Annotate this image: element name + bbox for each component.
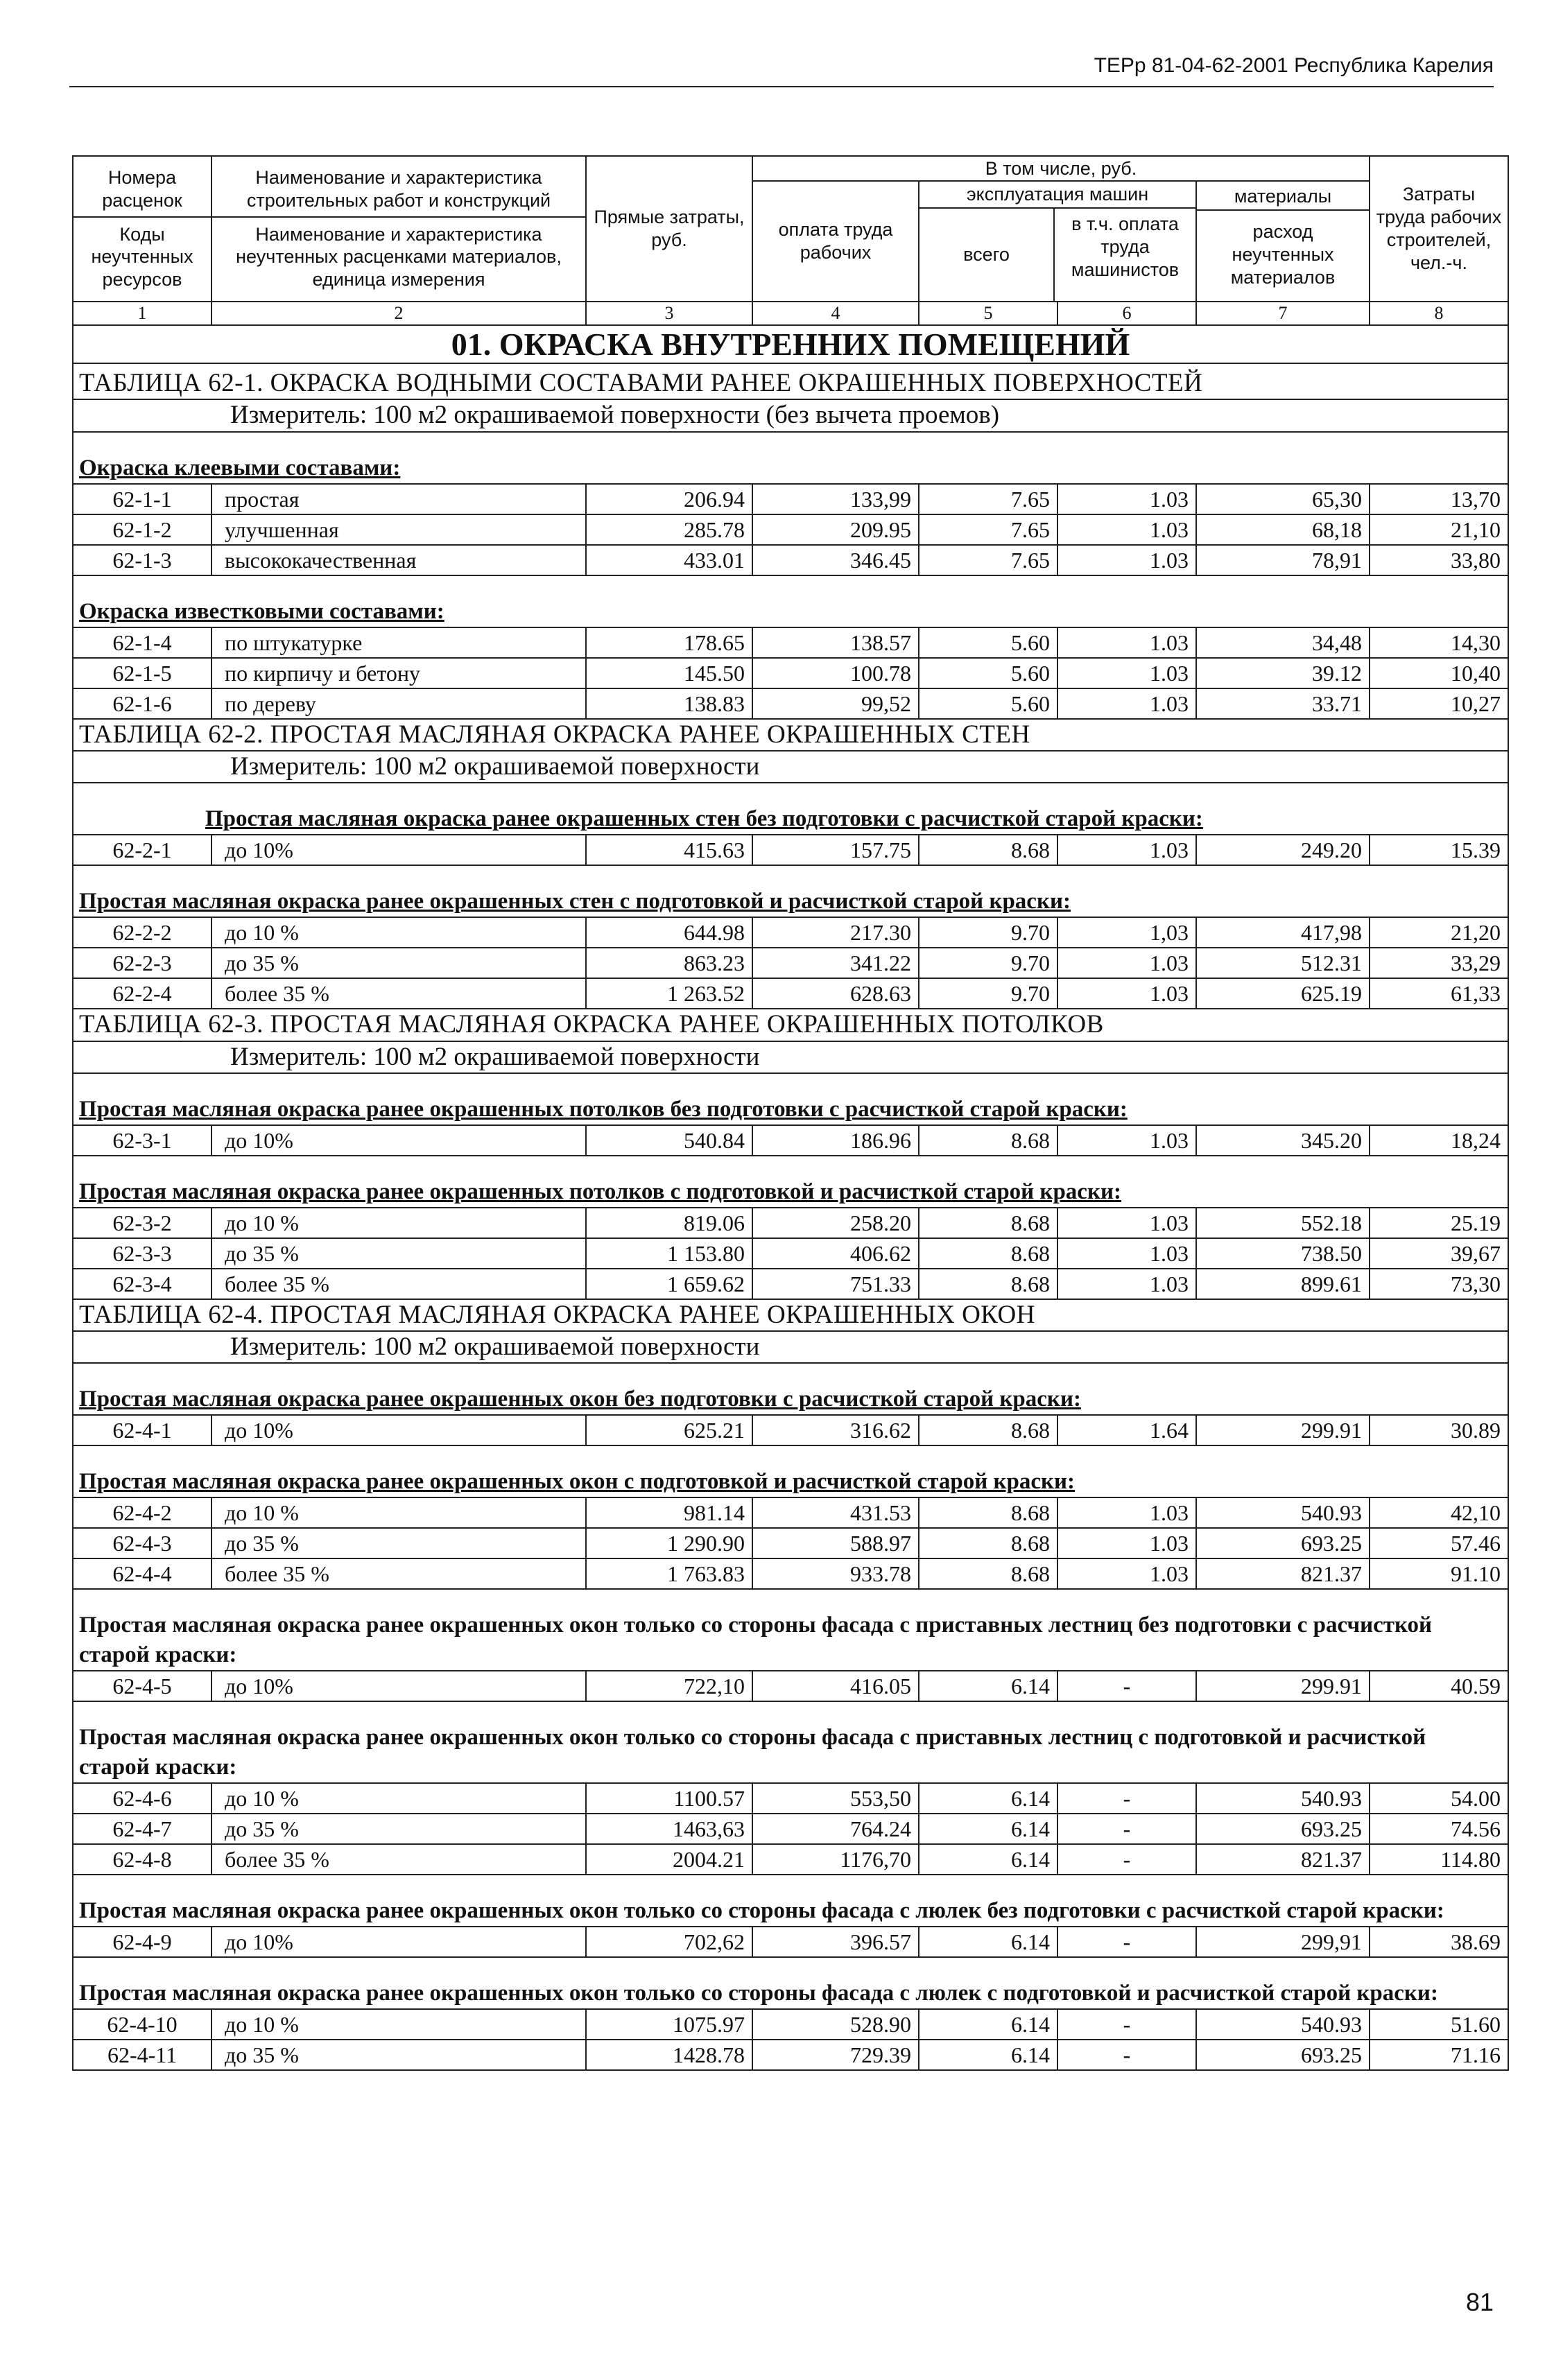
cell-wages: 528.90: [752, 2009, 919, 2040]
cell-direct-costs: 1 763.83: [586, 1558, 752, 1589]
cell-materials-consumption: 299.91: [1196, 1415, 1370, 1445]
col-header-total: всего: [919, 209, 1055, 301]
cell-machines-total: 6.14: [919, 1671, 1057, 1701]
cell-materials-consumption: 693.25: [1196, 1528, 1370, 1558]
cell-rate-code: 62-1-3: [73, 545, 211, 575]
cell-direct-costs: 1075.97: [586, 2009, 752, 2040]
cell-direct-costs: 2004.21: [586, 1844, 752, 1875]
cell-machines-total: 6.14: [919, 1783, 1057, 1814]
cell-labor-hours: 21,20: [1370, 917, 1508, 948]
cell-operator-wages: -: [1057, 2040, 1196, 2070]
cell-work-name: до 35 %: [211, 1528, 586, 1558]
table-62-2-meter-text: Измеритель: 100 м2 окрашиваемой поверхности: [230, 752, 760, 781]
cell-work-name: до 10%: [211, 1671, 586, 1701]
cell-materials-consumption: 821.37: [1196, 1558, 1370, 1589]
cell-work-name: до 10%: [211, 835, 586, 865]
cell-operator-wages: 1.03: [1057, 514, 1196, 545]
cell-direct-costs: 206.94: [586, 484, 752, 514]
cell-wages: 258.20: [752, 1208, 919, 1238]
cell-work-name: по штукатурке: [211, 627, 586, 658]
cell-materials-consumption: 299.91: [1196, 1671, 1370, 1701]
cell-direct-costs: 145.50: [586, 658, 752, 688]
cell-direct-costs: 1100.57: [586, 1783, 752, 1814]
table-row: [73, 1844, 1508, 1875]
cell-wages: 100.78: [752, 658, 919, 688]
cell-materials-consumption: 738.50: [1196, 1238, 1370, 1269]
col-num-5: 5: [919, 302, 1057, 325]
cell-materials-consumption: 625.19: [1196, 978, 1370, 1009]
cell-work-name: до 10 %: [211, 1208, 586, 1238]
col-header-including: В том числе, руб.: [752, 156, 1370, 181]
cell-materials-consumption: 540.93: [1196, 1497, 1370, 1528]
cell-materials-consumption: 34,48: [1196, 627, 1370, 658]
page-number: 81: [1465, 2288, 1494, 2316]
cell-direct-costs: 1428.78: [586, 2040, 752, 2070]
cell-materials-consumption: 65,30: [1196, 484, 1370, 514]
cell-rate-code: 62-4-5: [73, 1671, 211, 1701]
cell-rate-code: 62-4-4: [73, 1558, 211, 1589]
cell-machines-total: 6.14: [919, 1844, 1057, 1875]
cell-operator-wages: -: [1057, 1783, 1196, 1814]
cell-machines-total: 9.70: [919, 917, 1057, 948]
cell-materials-consumption: 552.18: [1196, 1208, 1370, 1238]
cell-rate-code: 62-1-2: [73, 514, 211, 545]
cell-machines-total: 5.60: [919, 627, 1057, 658]
cell-work-name: более 35 %: [211, 1558, 586, 1589]
cell-wages: 1176,70: [752, 1844, 919, 1875]
cell-labor-hours: 38.69: [1370, 1927, 1508, 1957]
table-row: [73, 1269, 1508, 1299]
group-heading-text: Простая масляная окраска ранее окрашенных потолков с подготовкой и расчисткой старой краски:: [79, 1179, 1121, 1204]
cell-labor-hours: 51.60: [1370, 2009, 1508, 2040]
cell-operator-wages: 1.03: [1057, 1528, 1196, 1558]
table-62-2-meter: [73, 751, 1508, 783]
table-row: [73, 917, 1508, 948]
cell-wages: 133,99: [752, 484, 919, 514]
col-num-8: 8: [1370, 302, 1508, 325]
cell-materials-consumption: 540.93: [1196, 2009, 1370, 2040]
table-row: [73, 1528, 1508, 1558]
cell-wages: 186.96: [752, 1125, 919, 1156]
cell-wages: 588.97: [752, 1528, 919, 1558]
cell-wages: 316.62: [752, 1415, 919, 1445]
col-header-rate-numbers: Номера расценок: [74, 166, 211, 218]
table-row: [73, 1671, 1508, 1701]
cell-labor-hours: 71.16: [1370, 2040, 1508, 2070]
table-row: [73, 688, 1508, 719]
table-62-1-meter: [73, 399, 1508, 431]
cell-work-name: до 10%: [211, 1927, 586, 1957]
cell-rate-code: 62-1-5: [73, 658, 211, 688]
cell-rate-code: 62-1-6: [73, 688, 211, 719]
cell-machines-total: 8.68: [919, 1497, 1057, 1528]
cell-wages: 341.22: [752, 948, 919, 978]
cell-work-name: более 35 %: [211, 1269, 586, 1299]
cell-labor-hours: 40.59: [1370, 1671, 1508, 1701]
col-header-resource-codes: Коды неучтенных ресурсов: [91, 223, 193, 290]
cell-labor-hours: 54.00: [1370, 1783, 1508, 1814]
cell-direct-costs: 433.01: [586, 545, 752, 575]
col-header-operator-wages: в т.ч. оплата труда машинистов: [1071, 214, 1180, 280]
table-row: [73, 1497, 1508, 1528]
col-header-materials: материалы: [1197, 184, 1369, 211]
cell-wages: 396.57: [752, 1927, 919, 1957]
cell-materials-consumption: 299,91: [1196, 1927, 1370, 1957]
cell-materials-consumption: 693.25: [1196, 2040, 1370, 2070]
cell-work-name: до 10 %: [211, 2009, 586, 2040]
group-heading-text: Простая масляная окраска ранее окрашенных окон только со стороны фасада с люлек без подготовки с расчисткой старой краски:: [79, 1897, 1444, 1923]
table-row: [73, 948, 1508, 978]
price-table: [72, 155, 1509, 2071]
table-62-3-meter-text: Измеритель: 100 м2 окрашиваемой поверхности: [230, 1042, 760, 1071]
col-num-6: 6: [1057, 302, 1196, 325]
cell-labor-hours: 14,30: [1370, 627, 1508, 658]
col-header-codes: [73, 156, 211, 302]
cell-direct-costs: 644.98: [586, 917, 752, 948]
header-rule: [69, 86, 1494, 87]
cell-direct-costs: 625.21: [586, 1415, 752, 1445]
cell-direct-costs: 1 290.90: [586, 1528, 752, 1558]
col-header-materials-group: [1196, 181, 1370, 302]
table-row: [73, 514, 1508, 545]
cell-direct-costs: 702,62: [586, 1927, 752, 1957]
cell-rate-code: 62-4-11: [73, 2040, 211, 2070]
cell-operator-wages: 1.03: [1057, 627, 1196, 658]
cell-labor-hours: 42,10: [1370, 1497, 1508, 1528]
table-row: [73, 1814, 1508, 1844]
cell-operator-wages: 1.03: [1057, 1497, 1196, 1528]
cell-rate-code: 62-2-1: [73, 835, 211, 865]
cell-direct-costs: 415.63: [586, 835, 752, 865]
cell-rate-code: 62-4-6: [73, 1783, 211, 1814]
cell-work-name: до 10 %: [211, 917, 586, 948]
cell-machines-total: 6.14: [919, 1927, 1057, 1957]
cell-operator-wages: 1,03: [1057, 917, 1196, 948]
table-row: [73, 1415, 1508, 1445]
table-62-3-meter: [73, 1041, 1508, 1073]
cell-machines-total: 7.65: [919, 545, 1057, 575]
col-num-2: 2: [211, 302, 586, 325]
cell-wages: 729.39: [752, 2040, 919, 2070]
col-header-machines-sub: [919, 209, 1195, 301]
cell-direct-costs: 138.83: [586, 688, 752, 719]
table-row: [73, 835, 1508, 865]
cell-wages: 431.53: [752, 1497, 919, 1528]
cell-machines-total: 8.68: [919, 835, 1057, 865]
table-row: [73, 2040, 1508, 2070]
cell-machines-total: 8.68: [919, 1238, 1057, 1269]
table-row: [73, 484, 1508, 514]
cell-materials-consumption: 345.20: [1196, 1125, 1370, 1156]
col-header-machines: эксплуатация машин: [919, 182, 1195, 209]
cell-operator-wages: 1.03: [1057, 688, 1196, 719]
cell-work-name: по кирпичу и бетону: [211, 658, 586, 688]
group-heading: [73, 1957, 1508, 2009]
cell-wages: 346.45: [752, 545, 919, 575]
cell-operator-wages: -: [1057, 1671, 1196, 1701]
group-heading: [73, 865, 1508, 917]
col-header-material-name: Наименование и характеристика неучтенных расценками материалов, единица измерения: [236, 223, 562, 290]
cell-wages: 406.62: [752, 1238, 919, 1269]
cell-rate-code: 62-3-1: [73, 1125, 211, 1156]
cell-operator-wages: 1.03: [1057, 1238, 1196, 1269]
cell-rate-code: 62-4-9: [73, 1927, 211, 1957]
cell-machines-total: 5.60: [919, 688, 1057, 719]
col-header-direct-costs: Прямые затраты, руб.: [586, 156, 752, 302]
cell-rate-code: 62-3-4: [73, 1269, 211, 1299]
group-heading: [73, 1073, 1508, 1125]
group-heading-text: Окраска клеевыми составами:: [79, 455, 401, 480]
cell-rate-code: 62-4-2: [73, 1497, 211, 1528]
group-heading: [73, 1156, 1508, 1208]
cell-wages: 416.05: [752, 1671, 919, 1701]
group-heading: [73, 575, 1508, 627]
col-num-3: 3: [586, 302, 752, 325]
cell-labor-hours: 73,30: [1370, 1269, 1508, 1299]
table-62-4-meter-text: Измеритель: 100 м2 окрашиваемой поверхности: [230, 1332, 760, 1362]
cell-work-name: до 35 %: [211, 1814, 586, 1844]
cell-work-name: высококачественная: [211, 545, 586, 575]
col-header-labor-hours: Затраты труда рабочих строителей, чел.-ч.: [1370, 156, 1508, 302]
table-row: [73, 1208, 1508, 1238]
col-header-wages: оплата труда рабочих: [752, 181, 919, 302]
table-row: [73, 545, 1508, 575]
cell-labor-hours: 114.80: [1370, 1844, 1508, 1875]
cell-materials-consumption: 78,91: [1196, 545, 1370, 575]
cell-work-name: до 35 %: [211, 948, 586, 978]
cell-operator-wages: 1.03: [1057, 545, 1196, 575]
cell-materials-consumption: 249.20: [1196, 835, 1370, 865]
cell-wages: 751.33: [752, 1269, 919, 1299]
table-row: [73, 658, 1508, 688]
cell-wages: 138.57: [752, 627, 919, 658]
cell-operator-wages: 1.03: [1057, 1269, 1196, 1299]
cell-materials-consumption: 512.31: [1196, 948, 1370, 978]
cell-work-name: до 10 %: [211, 1783, 586, 1814]
cell-wages: 764.24: [752, 1814, 919, 1844]
cell-operator-wages: -: [1057, 1927, 1196, 1957]
group-heading: [73, 1875, 1508, 1927]
cell-labor-hours: 61,33: [1370, 978, 1508, 1009]
table-row: [73, 1238, 1508, 1269]
table-62-4-title: ТАБЛИЦА 62-4. ПРОСТАЯ МАСЛЯНАЯ ОКРАСКА РАНЕЕ ОКРАШЕННЫХ ОКОН: [73, 1299, 1508, 1331]
cell-work-name: до 10%: [211, 1125, 586, 1156]
cell-direct-costs: 981.14: [586, 1497, 752, 1528]
group-heading: [73, 783, 1508, 835]
cell-rate-code: 62-2-3: [73, 948, 211, 978]
cell-machines-total: 8.68: [919, 1269, 1057, 1299]
cell-work-name: до 35 %: [211, 1238, 586, 1269]
cell-operator-wages: 1.03: [1057, 658, 1196, 688]
cell-direct-costs: 1 659.62: [586, 1269, 752, 1299]
col-num-1: 1: [73, 302, 211, 325]
cell-work-name: до 10 %: [211, 1497, 586, 1528]
group-heading-text: Простая масляная окраска ранее окрашенных окон только со стороны фасада с приставных лестниц с подготовкой и расчисткой старой краски:: [79, 1725, 1426, 1780]
cell-rate-code: 62-3-2: [73, 1208, 211, 1238]
cell-materials-consumption: 899.61: [1196, 1269, 1370, 1299]
cell-rate-code: 62-2-2: [73, 917, 211, 948]
cell-operator-wages: -: [1057, 2009, 1196, 2040]
group-heading-text: Простая масляная окраска ранее окрашенных окон только со стороны фасада с люлек с подготовкой и расчисткой старой краски:: [79, 1980, 1438, 2006]
cell-direct-costs: 863.23: [586, 948, 752, 978]
cell-work-name: до 35 %: [211, 2040, 586, 2070]
group-heading-text: Простая масляная окраска ранее окрашенных потолков без подготовки с расчисткой старой краски:: [79, 1096, 1128, 1122]
cell-direct-costs: 722,10: [586, 1671, 752, 1701]
cell-wages: 99,52: [752, 688, 919, 719]
cell-machines-total: 8.68: [919, 1558, 1057, 1589]
cell-work-name: более 35 %: [211, 978, 586, 1009]
col-header-material-consumption: расход неучтенных материалов: [1230, 221, 1336, 288]
document-header-title: ТЕРр 81-04-62-2001 Республика Карелия: [1094, 54, 1494, 77]
cell-materials-consumption: 39.12: [1196, 658, 1370, 688]
cell-rate-code: 62-2-4: [73, 978, 211, 1009]
cell-labor-hours: 10,40: [1370, 658, 1508, 688]
table-row: [73, 1125, 1508, 1156]
group-heading: [73, 1701, 1508, 1783]
cell-machines-total: 8.68: [919, 1415, 1057, 1445]
table-62-4-meter: [73, 1331, 1508, 1363]
group-heading: [73, 1589, 1508, 1671]
table-row: [73, 978, 1508, 1009]
cell-labor-hours: 33,80: [1370, 545, 1508, 575]
cell-materials-consumption: 693.25: [1196, 1814, 1370, 1844]
cell-direct-costs: 819.06: [586, 1208, 752, 1238]
group-heading-text: Окраска известковыми составами:: [79, 598, 444, 624]
cell-direct-costs: 1 153.80: [586, 1238, 752, 1269]
cell-labor-hours: 74.56: [1370, 1814, 1508, 1844]
table-row: [73, 627, 1508, 658]
table-62-1-meter-text: Измеритель: 100 м2 окрашиваемой поверхности (без вычета проемов): [230, 401, 1000, 430]
cell-machines-total: 5.60: [919, 658, 1057, 688]
cell-direct-costs: 178.65: [586, 627, 752, 658]
col-header-work-name: Наименование и характеристика строительных работ и конструкций: [212, 166, 585, 218]
cell-operator-wages: 1.03: [1057, 978, 1196, 1009]
cell-operator-wages: 1.03: [1057, 484, 1196, 514]
cell-direct-costs: 285.78: [586, 514, 752, 545]
cell-operator-wages: 1.64: [1057, 1415, 1196, 1445]
cell-machines-total: 7.65: [919, 514, 1057, 545]
cell-machines-total: 6.14: [919, 2009, 1057, 2040]
cell-operator-wages: 1.03: [1057, 1558, 1196, 1589]
cell-wages: 217.30: [752, 917, 919, 948]
cell-rate-code: 62-4-3: [73, 1528, 211, 1558]
group-heading: [73, 432, 1508, 484]
table-row: [73, 1783, 1508, 1814]
group-heading-text: Простая масляная окраска ранее окрашенных стен без подготовки с расчисткой старой краски:: [205, 806, 1203, 832]
cell-operator-wages: -: [1057, 1844, 1196, 1875]
cell-rate-code: 62-1-4: [73, 627, 211, 658]
cell-wages: 628.63: [752, 978, 919, 1009]
cell-labor-hours: 30.89: [1370, 1415, 1508, 1445]
cell-work-name: простая: [211, 484, 586, 514]
cell-labor-hours: 25.19: [1370, 1208, 1508, 1238]
cell-rate-code: 62-3-3: [73, 1238, 211, 1269]
cell-direct-costs: 540.84: [586, 1125, 752, 1156]
cell-machines-total: 6.14: [919, 1814, 1057, 1844]
cell-labor-hours: 33,29: [1370, 948, 1508, 978]
cell-rate-code: 62-4-10: [73, 2009, 211, 2040]
col-num-7: 7: [1196, 302, 1370, 325]
cell-machines-total: 9.70: [919, 978, 1057, 1009]
cell-labor-hours: 18,24: [1370, 1125, 1508, 1156]
cell-materials-consumption: 540.93: [1196, 1783, 1370, 1814]
section-title: 01. ОКРАСКА ВНУТРЕННИХ ПОМЕЩЕНИЙ: [73, 325, 1508, 363]
cell-materials-consumption: 68,18: [1196, 514, 1370, 545]
cell-work-name: улучшенная: [211, 514, 586, 545]
cell-operator-wages: -: [1057, 1814, 1196, 1844]
col-header-machines-group: [919, 181, 1196, 302]
table-62-2-title: ТАБЛИЦА 62-2. ПРОСТАЯ МАСЛЯНАЯ ОКРАСКА РАНЕЕ ОКРАШЕННЫХ СТЕН: [73, 719, 1508, 751]
cell-labor-hours: 13,70: [1370, 484, 1508, 514]
cell-wages: 933.78: [752, 1558, 919, 1589]
group-heading: [73, 1445, 1508, 1497]
table-row: [73, 1927, 1508, 1957]
cell-rate-code: 62-4-1: [73, 1415, 211, 1445]
cell-rate-code: 62-1-1: [73, 484, 211, 514]
cell-machines-total: 8.68: [919, 1125, 1057, 1156]
cell-rate-code: 62-4-8: [73, 1844, 211, 1875]
table-row: [73, 2009, 1508, 2040]
group-heading-text: Простая масляная окраска ранее окрашенных окон только со стороны фасада с приставных лестниц без подготовки с расчисткой старой краски:: [79, 1613, 1433, 1668]
cell-direct-costs: 1463,63: [586, 1814, 752, 1844]
group-heading-text: Простая масляная окраска ранее окрашенных окон с подготовкой и расчисткой старой краски:: [79, 1469, 1076, 1495]
cell-wages: 157.75: [752, 835, 919, 865]
table-62-1-title: ТАБЛИЦА 62-1. ОКРАСКА ВОДНЫМИ СОСТАВАМИ РАНЕЕ ОКРАШЕННЫХ ПОВЕРХНОСТЕЙ: [73, 363, 1508, 399]
group-heading-text: Простая масляная окраска ранее окрашенных стен с подготовкой и расчисткой старой краски:: [79, 889, 1071, 914]
cell-work-name: до 10%: [211, 1415, 586, 1445]
group-heading-text: Простая масляная окраска ранее окрашенных окон без подготовки с расчисткой старой краски:: [79, 1387, 1081, 1412]
cell-materials-consumption: 417,98: [1196, 917, 1370, 948]
col-header-names: [211, 156, 586, 302]
cell-machines-total: 6.14: [919, 2040, 1057, 2070]
cell-machines-total: 8.68: [919, 1208, 1057, 1238]
cell-materials-consumption: 821.37: [1196, 1844, 1370, 1875]
cell-operator-wages: 1.03: [1057, 835, 1196, 865]
cell-rate-code: 62-4-7: [73, 1814, 211, 1844]
cell-labor-hours: 91.10: [1370, 1558, 1508, 1589]
cell-operator-wages: 1.03: [1057, 1208, 1196, 1238]
col-num-4: 4: [752, 302, 919, 325]
group-heading: [73, 1363, 1508, 1415]
table-row: [73, 1558, 1508, 1589]
cell-labor-hours: 39,67: [1370, 1238, 1508, 1269]
cell-work-name: по дереву: [211, 688, 586, 719]
cell-operator-wages: 1.03: [1057, 948, 1196, 978]
cell-wages: 553,50: [752, 1783, 919, 1814]
cell-machines-total: 9.70: [919, 948, 1057, 978]
cell-materials-consumption: 33.71: [1196, 688, 1370, 719]
cell-labor-hours: 10,27: [1370, 688, 1508, 719]
cell-machines-total: 7.65: [919, 484, 1057, 514]
cell-labor-hours: 57.46: [1370, 1528, 1508, 1558]
table-62-3-title: ТАБЛИЦА 62-3. ПРОСТАЯ МАСЛЯНАЯ ОКРАСКА РАНЕЕ ОКРАШЕННЫХ ПОТОЛКОВ: [73, 1009, 1508, 1041]
cell-machines-total: 8.68: [919, 1528, 1057, 1558]
cell-wages: 209.95: [752, 514, 919, 545]
cell-work-name: более 35 %: [211, 1844, 586, 1875]
cell-labor-hours: 21,10: [1370, 514, 1508, 545]
cell-direct-costs: 1 263.52: [586, 978, 752, 1009]
cell-operator-wages: 1.03: [1057, 1125, 1196, 1156]
cell-labor-hours: 15.39: [1370, 835, 1508, 865]
